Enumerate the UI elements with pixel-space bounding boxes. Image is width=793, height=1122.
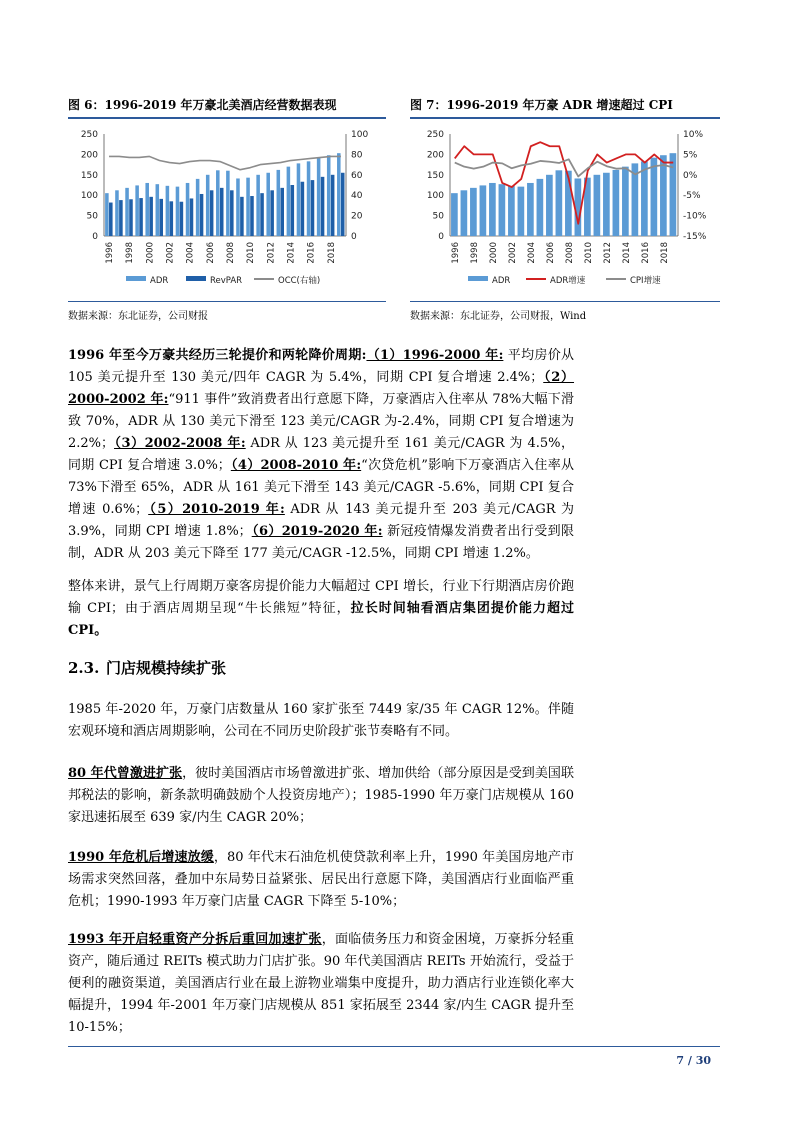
x-tick-label-1998: 1998 [125, 242, 136, 264]
p1-stage-1: （1）1996-2000 年: [366, 348, 504, 363]
bar-revpar-1997 [119, 200, 123, 236]
bar-adr-2004 [186, 183, 190, 236]
y2-tick-label: 80 [351, 150, 363, 161]
p5-text: ，80 年代末石油危机使贷款利率上升，1990 年美国房地产市场需求突然回落，叠加中东局势日益紧张、居民出行意愿下降，美国酒店行业面临严重危机；1990-1993 年万豪门店量 CAGR 下降至 5-10%； [68, 850, 574, 909]
x-tick-label-2014: 2014 [286, 242, 297, 264]
legend-label-1: RevPAR [210, 276, 243, 286]
paragraph-1980s [68, 763, 574, 829]
bar-adr-2005 [196, 179, 200, 236]
y2-tick-label: -10% [683, 211, 707, 222]
p1-stage-6: （6）2019-2020 年: [251, 524, 383, 539]
bar-adr-2007 [216, 170, 220, 236]
bar-revpar-2018 [331, 175, 335, 236]
p1-text-2: “911 事件”致消费者出行意愿下降，万豪酒店入住率从 78%大幅下滑致 70%，ADR 从 130 美元下滑至 123 美元/CAGR 为-2.4%，同期 CPI 复合增速为 2.2%； [68, 392, 574, 451]
p4-heading: 80 年代曾激进扩张 [68, 766, 183, 781]
bar-revpar-2016 [311, 180, 315, 236]
figure-6-source: 数据来源：东北证券，公司财报 [68, 311, 208, 322]
y2-tick-label: 0% [683, 170, 698, 181]
x-tick-label-2010: 2010 [246, 242, 257, 264]
y2-tick-label: 5% [683, 150, 698, 161]
figure-6-bottom-rule [68, 301, 386, 302]
legend-label-2: CPI增速 [630, 276, 661, 286]
legend-swatch-1 [186, 276, 206, 281]
p2-text: 整体来讲，景气上行周期万豪客房提价能力大幅超过 CPI 增长，行业下行期酒店房价跑输 CPI；由于酒店周期呈现“牛长熊短”特征， [68, 579, 574, 616]
paragraph-1990-crisis [68, 847, 574, 913]
bar-adr-2008 [226, 171, 230, 236]
bar-adr-2014 [622, 167, 629, 236]
x-tick-label-2000: 2000 [488, 242, 499, 264]
bar-adr-1998 [470, 188, 477, 236]
y2-tick-label: 40 [351, 191, 363, 202]
bar-adr-2018 [327, 155, 331, 236]
bar-revpar-2003 [180, 202, 184, 236]
y2-tick-label: 100 [351, 130, 369, 140]
p1-stage-4: （4）2008-2010 年: [230, 458, 362, 473]
bar-adr-2012 [603, 173, 610, 236]
y2-tick-label: 20 [351, 211, 363, 222]
p6-heading: 1993 年开启轻重资产分拆后重回加速扩张 [68, 932, 322, 947]
x-tick-label-2008: 2008 [226, 242, 237, 264]
bar-adr-2002 [166, 186, 170, 236]
bar-adr-2006 [546, 175, 553, 236]
bar-adr-2018 [660, 155, 667, 236]
bar-adr-1996 [451, 193, 458, 236]
bar-revpar-2004 [190, 198, 194, 236]
bar-revpar-1996 [109, 203, 113, 236]
bar-adr-2004 [527, 183, 534, 236]
bar-adr-2002 [508, 186, 515, 236]
legend-label-0: ADR [492, 276, 511, 286]
bar-adr-2015 [297, 163, 301, 236]
p6-text: ，面临债务压力和资金困境，万豪拆分轻重资产，随后通过 REITs 模式助力门店扩张。90 年代美国酒店 REITs 开始流行，受益于便利的融资渠道，美国酒店行业在最上游物业端集中度提升，助力酒店行业连锁化率大幅提升，1994 年-2001 年万豪门店规模从 851 家拓展至 2344 家/内生 CAGR 提升至 10-15%； [68, 932, 574, 1035]
x-tick-label-2014: 2014 [621, 242, 632, 264]
p1-stage-5: （5）2010-2019 年: [148, 502, 285, 517]
bar-revpar-2014 [291, 185, 295, 236]
bar-revpar-2017 [321, 177, 325, 236]
bar-adr-2001 [499, 184, 506, 236]
bar-revpar-2009 [240, 197, 244, 236]
bar-adr-2017 [317, 158, 321, 236]
bar-revpar-2006 [210, 190, 214, 236]
y-tick-label: 250 [80, 130, 98, 140]
p1-lead: 1996 年至今万豪共经历三轮提价和两轮降价周期: [68, 348, 367, 363]
bar-adr-2013 [277, 170, 281, 236]
bar-adr-2017 [651, 158, 658, 236]
bar-revpar-2013 [280, 188, 284, 236]
y2-tick-label: 10% [683, 130, 704, 140]
paragraph-store-count: 1985 年-2020 年，万豪门店数量从 160 家扩张至 7449 家/35 年 CAGR 12%。伴随宏观环境和酒店周期影响，公司在不同历史阶段扩张节奏略有不同。 [68, 702, 574, 739]
bar-adr-2019 [337, 153, 341, 236]
bar-revpar-2000 [149, 197, 153, 236]
y-tick-label: 200 [426, 150, 444, 161]
legend-swatch-0 [468, 276, 488, 281]
bar-adr-2010 [246, 178, 250, 236]
paragraph-summary [68, 576, 574, 642]
figure-6-title: 图 6：1996-2019 年万豪北美酒店经营数据表现 [68, 98, 337, 112]
bar-revpar-2001 [159, 199, 163, 236]
legend-label-2: OCC(右轴) [278, 276, 321, 286]
bar-revpar-2019 [341, 173, 345, 236]
x-tick-label-2002: 2002 [165, 242, 176, 264]
x-tick-label-2012: 2012 [266, 242, 277, 264]
figure-7-source: 数据来源：东北证券，公司财报，Wind [410, 311, 587, 322]
bar-adr-2019 [670, 153, 677, 236]
y-tick-label: 250 [426, 130, 444, 140]
line-series-0 [109, 156, 341, 169]
p5-heading: 1990 年危机后增速放缓 [68, 850, 214, 865]
p1-text-5: ADR 从 143 美元提升至 203 美元/CAGR 为 3.9%，同期 CPI 增速 1.8%； [68, 502, 574, 539]
y-tick-label: 0 [92, 232, 98, 242]
bar-adr-2003 [518, 187, 525, 236]
footer-rule [68, 1046, 720, 1047]
p1-stage-2: （2）2000-2002 年: [68, 370, 575, 407]
page-number: 7 / 30 [676, 1054, 711, 1067]
bar-adr-2012 [266, 173, 270, 236]
y2-tick-label: -5% [683, 191, 701, 202]
x-tick-label-2008: 2008 [564, 242, 575, 264]
bar-adr-2001 [156, 184, 160, 236]
figure-7-chart [410, 122, 720, 298]
y-tick-label: 150 [426, 170, 444, 181]
x-tick-label-1996: 1996 [450, 242, 461, 264]
bar-adr-1997 [461, 190, 468, 236]
x-tick-label-2004: 2004 [185, 242, 196, 264]
figure-6-chart [68, 122, 386, 298]
x-tick-label-1998: 1998 [469, 242, 480, 264]
p2-conclusion: 拉长时间轴看酒店集团提价能力超过 CPI。 [68, 601, 574, 638]
section-number: 2.3. [68, 659, 100, 677]
bar-revpar-2015 [301, 182, 305, 236]
bar-adr-2013 [613, 170, 620, 236]
bar-revpar-1999 [139, 198, 143, 236]
x-tick-label-2000: 2000 [145, 242, 156, 264]
x-tick-label-2004: 2004 [526, 242, 537, 264]
legend-label-0: ADR [150, 276, 169, 286]
bar-adr-1997 [115, 190, 119, 236]
bar-adr-2006 [206, 175, 210, 236]
legend-swatch-0 [126, 276, 146, 281]
legend-label-1: ADR增速 [550, 276, 586, 286]
bar-revpar-2011 [260, 193, 264, 236]
p1-text-1: 平均房价从 105 美元提升至 130 美元/四年 CAGR 为 5.4%，同期 CPI 复合增速 2.4%； [68, 348, 574, 385]
p1-text-4: “次贷危机”影响下万豪酒店入住率从 73%下滑至 65%，ADR 从 161 美元下滑至 143 美元/CAGR -5.6%，同期 CPI 复合增速 0.6%； [68, 458, 574, 517]
x-tick-label-2012: 2012 [602, 242, 613, 264]
x-tick-label-1996: 1996 [105, 242, 116, 264]
y2-tick-label: 60 [351, 170, 363, 181]
x-tick-label-2006: 2006 [545, 242, 556, 264]
p4-text: ，彼时美国酒店市场曾激进扩张、增加供给（部分原因是受到美国联邦税法的影响，新条款明确鼓励个人投资房地产）；1985-1990 年万豪门店规模从 160 家迅速拓展至 639 家/内生 CAGR 20%； [68, 766, 574, 825]
bar-revpar-2012 [270, 190, 274, 236]
y2-tick-label: 0 [351, 232, 357, 242]
bar-adr-2005 [537, 179, 544, 236]
x-tick-label-2006: 2006 [205, 242, 216, 264]
bar-adr-2009 [236, 178, 240, 236]
y-tick-label: 100 [80, 191, 98, 202]
bar-revpar-2007 [220, 188, 224, 236]
bar-adr-2016 [307, 161, 311, 236]
p1-text-6: 新冠疫情爆发消费者出行受到限制，ADR 从 203 美元下降至 177 美元/CAGR -12.5%，同期 CPI 增速 1.2%。 [68, 524, 575, 561]
y-tick-label: 50 [432, 211, 444, 222]
p1-text-3: ADR 从 123 美元提升至 161 美元/CAGR 为 4.5%，同期 CPI 复合增速 3.0%； [68, 436, 574, 473]
bar-adr-2011 [256, 175, 260, 236]
figure-7-bottom-rule [410, 301, 720, 302]
bar-adr-2007 [556, 170, 563, 236]
bar-adr-1999 [480, 185, 487, 236]
bar-revpar-2002 [170, 201, 174, 236]
p1-stage-3: （3）2002-2008 年: [114, 436, 246, 451]
line-series-0 [455, 142, 674, 224]
y-tick-label: 150 [80, 170, 98, 181]
figure-6-top-rule [68, 117, 386, 119]
bar-adr-2000 [145, 183, 149, 236]
paragraph-1993-split [68, 929, 574, 1039]
y-tick-label: 100 [426, 191, 444, 202]
y2-tick-label: -15% [683, 232, 707, 242]
x-tick-label-2016: 2016 [640, 242, 651, 264]
figure-7-top-rule [410, 117, 720, 119]
line-series-1 [455, 159, 674, 176]
x-tick-label-2016: 2016 [306, 241, 317, 264]
bar-adr-2000 [489, 183, 496, 236]
x-tick-label-2010: 2010 [583, 242, 594, 264]
bar-revpar-1998 [129, 199, 133, 236]
bar-adr-2014 [287, 167, 291, 236]
bar-adr-2003 [176, 187, 180, 236]
bar-adr-1998 [125, 188, 129, 236]
y-tick-label: 0 [438, 232, 444, 242]
bar-adr-1996 [105, 193, 109, 236]
y-tick-label: 50 [86, 211, 98, 222]
bar-revpar-2008 [230, 190, 234, 236]
x-tick-label-2002: 2002 [507, 242, 518, 264]
x-tick-label-2018: 2018 [326, 242, 337, 264]
section-title: 门店规模持续扩张 [106, 659, 227, 677]
bar-revpar-2010 [250, 196, 254, 236]
bar-adr-2016 [641, 161, 648, 236]
bar-adr-1999 [135, 185, 139, 236]
y-tick-label: 200 [80, 150, 98, 161]
bar-adr-2011 [594, 175, 601, 236]
paragraph-price-cycles [68, 345, 574, 565]
x-tick-label-2018: 2018 [659, 242, 670, 264]
section-heading [68, 657, 226, 678]
bar-revpar-2005 [200, 194, 204, 236]
figure-7-title: 图 7：1996-2019 年万豪 ADR 增速超过 CPI [410, 98, 673, 112]
